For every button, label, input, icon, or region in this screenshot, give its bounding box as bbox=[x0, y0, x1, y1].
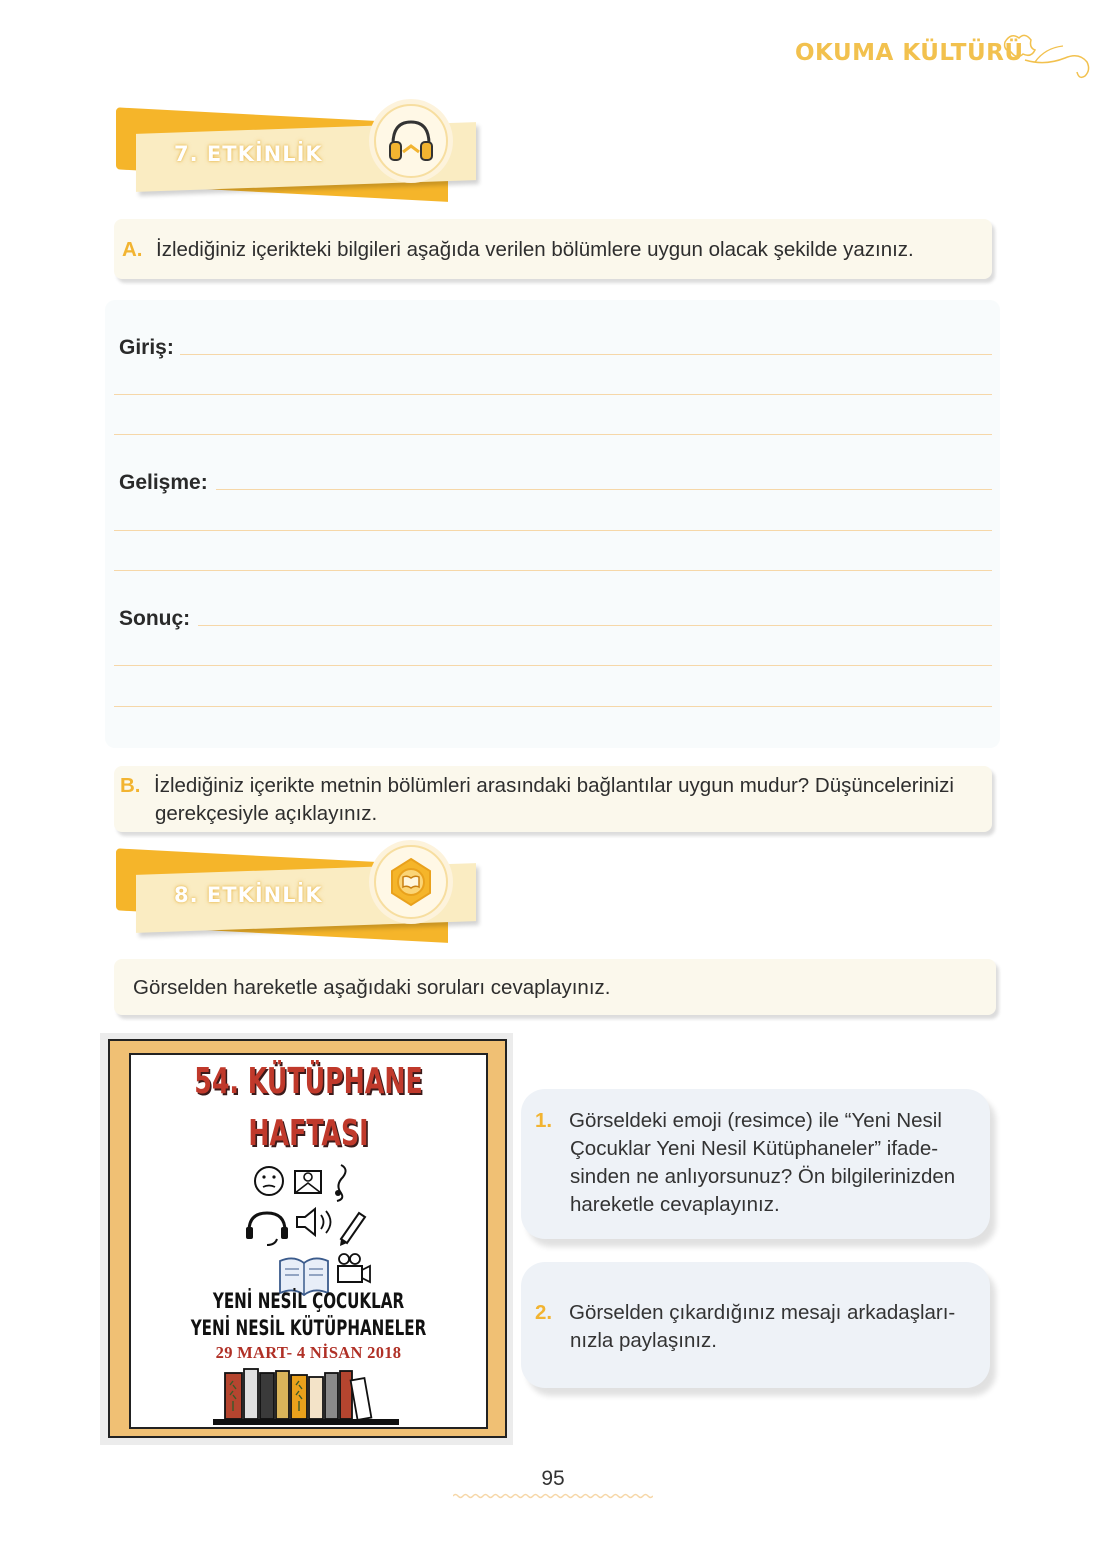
headset-icon bbox=[246, 1213, 288, 1245]
poster-subtitle-line1: YENİ NESİL ÇOCUKLAR bbox=[212, 1289, 405, 1313]
question-1-number: 1. bbox=[535, 1109, 553, 1132]
activity-7-title: 7. ETKİNLİK bbox=[174, 142, 323, 166]
activity-8-banner bbox=[112, 853, 487, 943]
poster-title-line2: HAFTASI bbox=[248, 1113, 369, 1154]
answer-line[interactable] bbox=[114, 394, 992, 395]
answer-line[interactable] bbox=[114, 434, 992, 435]
puzzle-vine-icon bbox=[995, 22, 1095, 82]
answer-line[interactable] bbox=[198, 625, 992, 626]
book-icon bbox=[384, 855, 438, 909]
part-b-letter: B. bbox=[120, 774, 141, 797]
answer-line[interactable] bbox=[114, 665, 992, 666]
poster-subtitle-line2: YENİ NESİL KÜTÜPHANELER bbox=[190, 1316, 427, 1340]
page-number-underline bbox=[453, 1492, 653, 1500]
part-b-text-line1: İzlediğiniz içerikte metnin bölümleri arasındaki bağlantılar uygun mudur? Düşüncelerinizi bbox=[154, 774, 954, 797]
question-2-line: Görselden çıkardığınız mesajı arkadaşları- bbox=[569, 1301, 956, 1324]
question-card-1 bbox=[521, 1089, 990, 1239]
bookshelf-illustration bbox=[211, 1367, 411, 1425]
answer-line[interactable] bbox=[180, 354, 992, 355]
page-number: 95 bbox=[541, 1467, 565, 1490]
email-icon bbox=[295, 1171, 321, 1193]
writing-area bbox=[105, 300, 1000, 748]
answer-line[interactable] bbox=[114, 530, 992, 531]
answer-line[interactable] bbox=[114, 706, 992, 707]
part-a-instruction bbox=[114, 219, 992, 279]
part-a-text: İzlediğiniz içerikteki bilgileri aşağıda verilen bölümlere uygun olacak şekilde yazınız. bbox=[156, 238, 914, 261]
answer-line[interactable] bbox=[114, 570, 992, 571]
activity-8-instruction bbox=[114, 959, 996, 1015]
field-label-sonuc: Sonuç: bbox=[119, 607, 191, 630]
answer-line[interactable] bbox=[216, 489, 992, 490]
activity-8-badge bbox=[374, 845, 448, 919]
question-2-number: 2. bbox=[535, 1301, 553, 1324]
question-2-line: nızla paylaşınız. bbox=[570, 1329, 717, 1352]
speaker-icon bbox=[297, 1209, 331, 1235]
pencil-icon bbox=[340, 1213, 365, 1246]
question-card-2 bbox=[521, 1262, 990, 1388]
poster-date: 29 MART- 4 NİSAN 2018 bbox=[215, 1343, 402, 1362]
section-title: OKUMA KÜLTÜRÜ bbox=[795, 40, 1024, 66]
poster-image bbox=[100, 1033, 513, 1445]
field-label-gelisme: Gelişme: bbox=[119, 471, 208, 494]
question-1-line: sinden ne anlıyorsunuz? Ön bilgilerinizden bbox=[570, 1165, 956, 1188]
part-b-text-line2: gerekçesiyle açıklayınız. bbox=[155, 802, 378, 825]
music-note-icon bbox=[335, 1165, 346, 1201]
field-label-giris: Giriş: bbox=[119, 336, 174, 359]
thinking-face-icon bbox=[255, 1167, 283, 1195]
part-b-instruction bbox=[114, 766, 992, 832]
part-a-letter: A. bbox=[122, 238, 143, 261]
question-1-line: Görseldeki emoji (resimce) ile “Yeni Nesil bbox=[569, 1109, 942, 1132]
headphones-icon bbox=[384, 114, 438, 168]
activity-7-badge bbox=[374, 104, 448, 178]
poster-title-line1: 54. KÜTÜPHANE bbox=[194, 1061, 423, 1102]
question-1-line: hareketle cevaplayınız. bbox=[570, 1193, 780, 1216]
video-camera-icon bbox=[338, 1254, 370, 1282]
question-1-line: Çocuklar Yeni Nesil Kütüphaneler” ifade- bbox=[570, 1137, 939, 1160]
activity-7-banner bbox=[112, 112, 487, 202]
activity-8-instruction-text: Görselden hareketle aşağıdaki soruları cevaplayınız. bbox=[133, 976, 611, 999]
activity-8-title: 8. ETKİNLİK bbox=[174, 883, 323, 907]
